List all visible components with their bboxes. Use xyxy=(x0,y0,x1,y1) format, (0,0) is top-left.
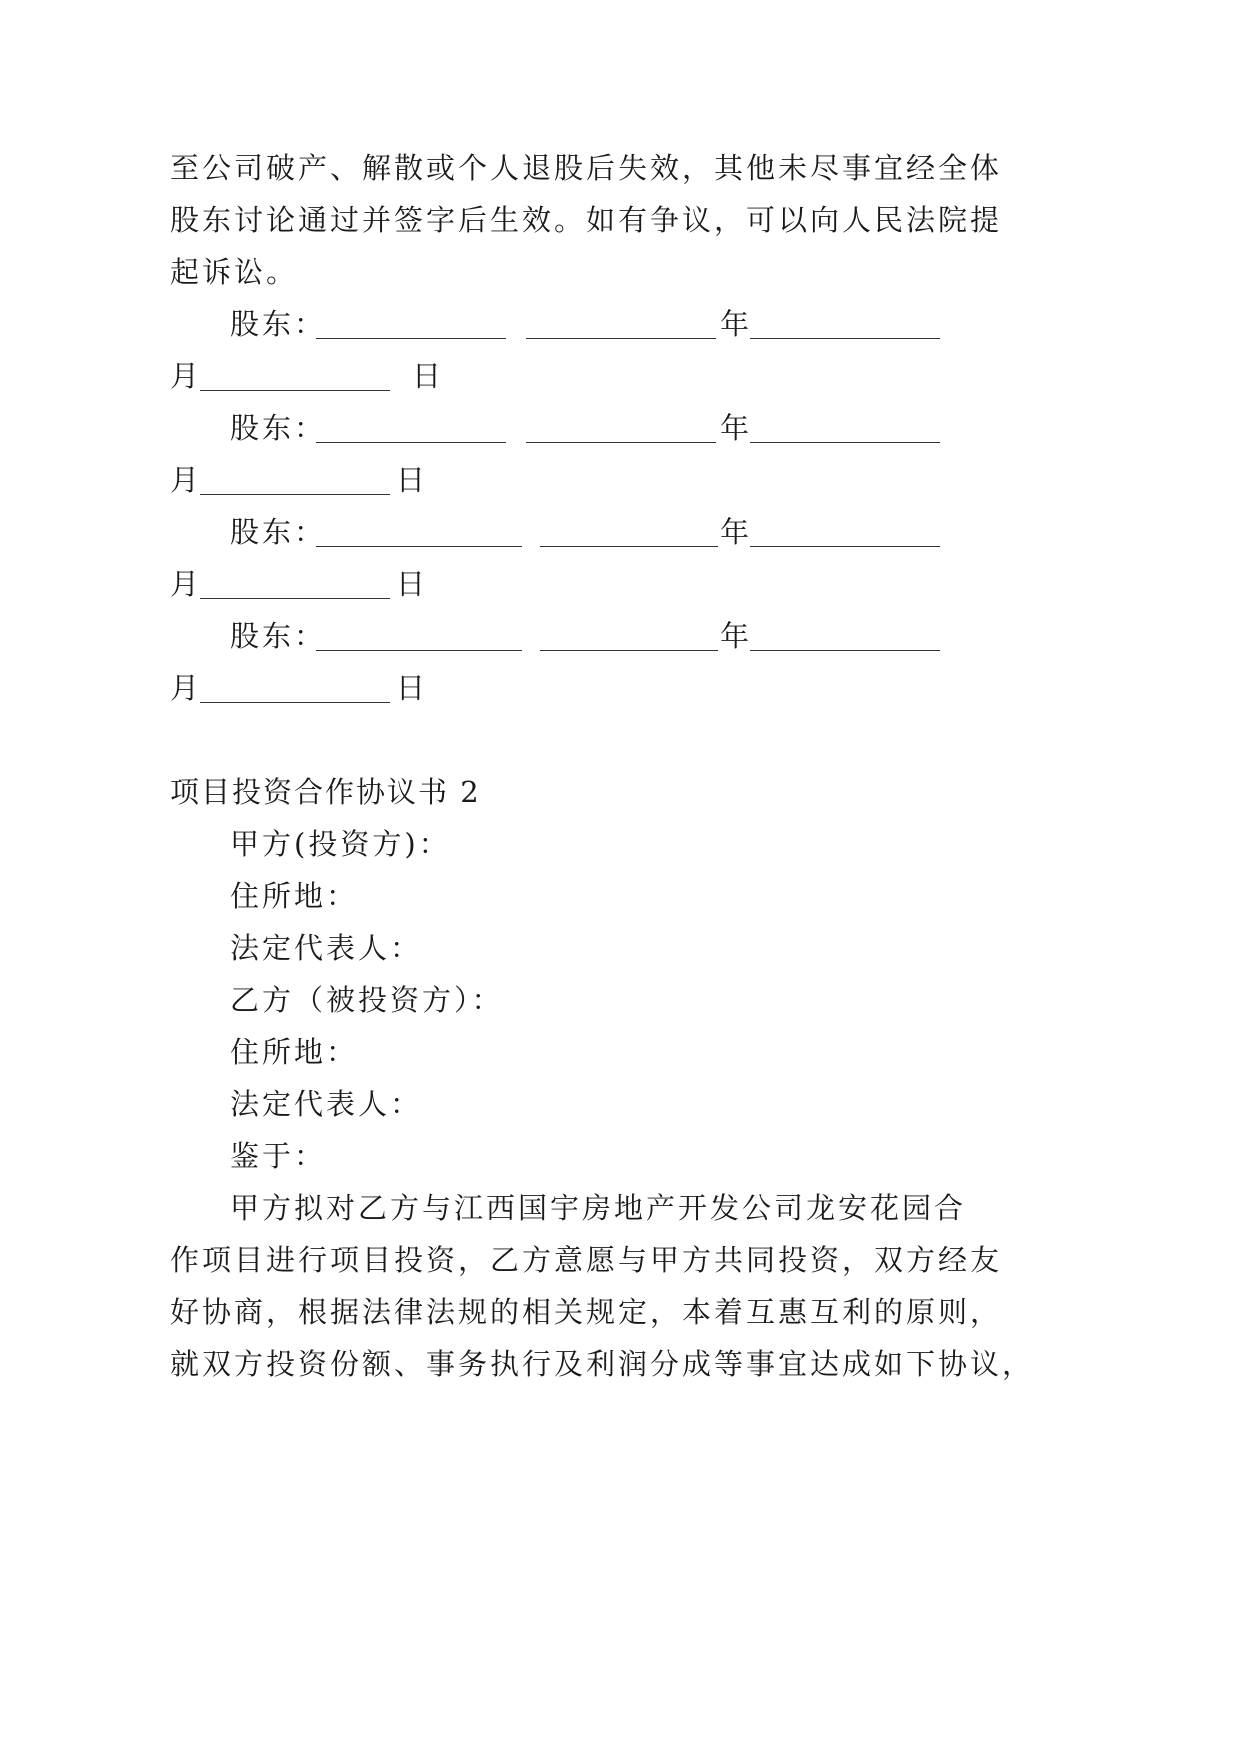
party-a-label: 甲方(投资方)： xyxy=(230,827,451,861)
paragraph-line xyxy=(0,148,1241,188)
year-label: 年 xyxy=(720,515,753,549)
signature-blank[interactable] xyxy=(540,516,718,547)
paragraph-text: 股东讨论通过并签字后生效。如有争议，可以向人民法院提 xyxy=(170,203,1003,237)
year-blank[interactable] xyxy=(750,516,940,547)
whereas-row xyxy=(0,1136,1241,1176)
day-label: 日 xyxy=(396,671,429,705)
party-b-rep-label: 法定代表人： xyxy=(230,1087,423,1121)
year-label: 年 xyxy=(720,307,753,341)
date-row xyxy=(0,564,1241,604)
year-label: 年 xyxy=(720,619,753,653)
body-line xyxy=(0,1292,1241,1332)
paragraph-text: 至公司破产、解散或个人退股后失效，其他未尽事宜经全体 xyxy=(170,151,1003,185)
shareholder-label: 股东： xyxy=(230,619,327,653)
date-row xyxy=(0,460,1241,500)
shareholder-label: 股东： xyxy=(230,411,327,445)
paragraph-text: 起诉讼。 xyxy=(170,255,299,289)
body-line xyxy=(0,1344,1241,1384)
day-label: 日 xyxy=(396,463,429,497)
body-text: 作项目进行项目投资，乙方意愿与甲方共同投资，双方经友 xyxy=(170,1243,1003,1277)
day-label: 日 xyxy=(396,567,429,601)
name-blank[interactable] xyxy=(316,620,522,651)
year-blank[interactable] xyxy=(750,412,940,443)
month-blank[interactable] xyxy=(200,672,390,703)
name-blank[interactable] xyxy=(316,516,522,547)
body-line xyxy=(0,1240,1241,1280)
signature-row xyxy=(0,512,1241,552)
section-title: 项目投资合作协议书 2 xyxy=(170,775,481,809)
body-text: 好协商，根据法律法规的相关规定，本着互惠互利的原则， xyxy=(170,1295,1003,1329)
section-title-row xyxy=(0,772,1241,812)
signature-row xyxy=(0,304,1241,344)
year-blank[interactable] xyxy=(750,620,940,651)
date-row xyxy=(0,356,1241,396)
paragraph-line xyxy=(0,252,1241,292)
month-label: 月 xyxy=(170,359,203,393)
name-blank[interactable] xyxy=(316,308,506,339)
signature-row xyxy=(0,408,1241,448)
whereas-label: 鉴于： xyxy=(230,1139,327,1173)
year-blank[interactable] xyxy=(750,308,940,339)
signature-blank[interactable] xyxy=(526,412,716,443)
signature-row xyxy=(0,616,1241,656)
party-a-rep-label: 法定代表人： xyxy=(230,931,423,965)
party-row xyxy=(0,1032,1241,1072)
month-blank[interactable] xyxy=(200,360,390,391)
month-blank[interactable] xyxy=(200,464,390,495)
shareholder-label: 股东： xyxy=(230,307,327,341)
body-text: 甲方拟对乙方与江西国宇房地产开发公司龙安花园合 xyxy=(230,1191,967,1225)
party-b-label: 乙方（被投资方）： xyxy=(230,983,504,1017)
month-blank[interactable] xyxy=(200,568,390,599)
party-row xyxy=(0,876,1241,916)
party-a-address-label: 住所地： xyxy=(230,879,359,913)
signature-blank[interactable] xyxy=(526,308,716,339)
day-label: 日 xyxy=(412,359,445,393)
signature-blank[interactable] xyxy=(540,620,718,651)
month-label: 月 xyxy=(170,567,203,601)
month-label: 月 xyxy=(170,463,203,497)
date-row xyxy=(0,668,1241,708)
party-row xyxy=(0,824,1241,864)
month-label: 月 xyxy=(170,671,203,705)
party-row xyxy=(0,980,1241,1020)
party-row xyxy=(0,928,1241,968)
year-label: 年 xyxy=(720,411,753,445)
party-b-address-label: 住所地： xyxy=(230,1035,359,1069)
name-blank[interactable] xyxy=(316,412,506,443)
body-line xyxy=(0,1188,1241,1228)
paragraph-line xyxy=(0,200,1241,240)
body-text: 就双方投资份额、事务执行及利润分成等事宜达成如下协议， xyxy=(170,1347,1035,1381)
shareholder-label: 股东： xyxy=(230,515,327,549)
party-row xyxy=(0,1084,1241,1124)
